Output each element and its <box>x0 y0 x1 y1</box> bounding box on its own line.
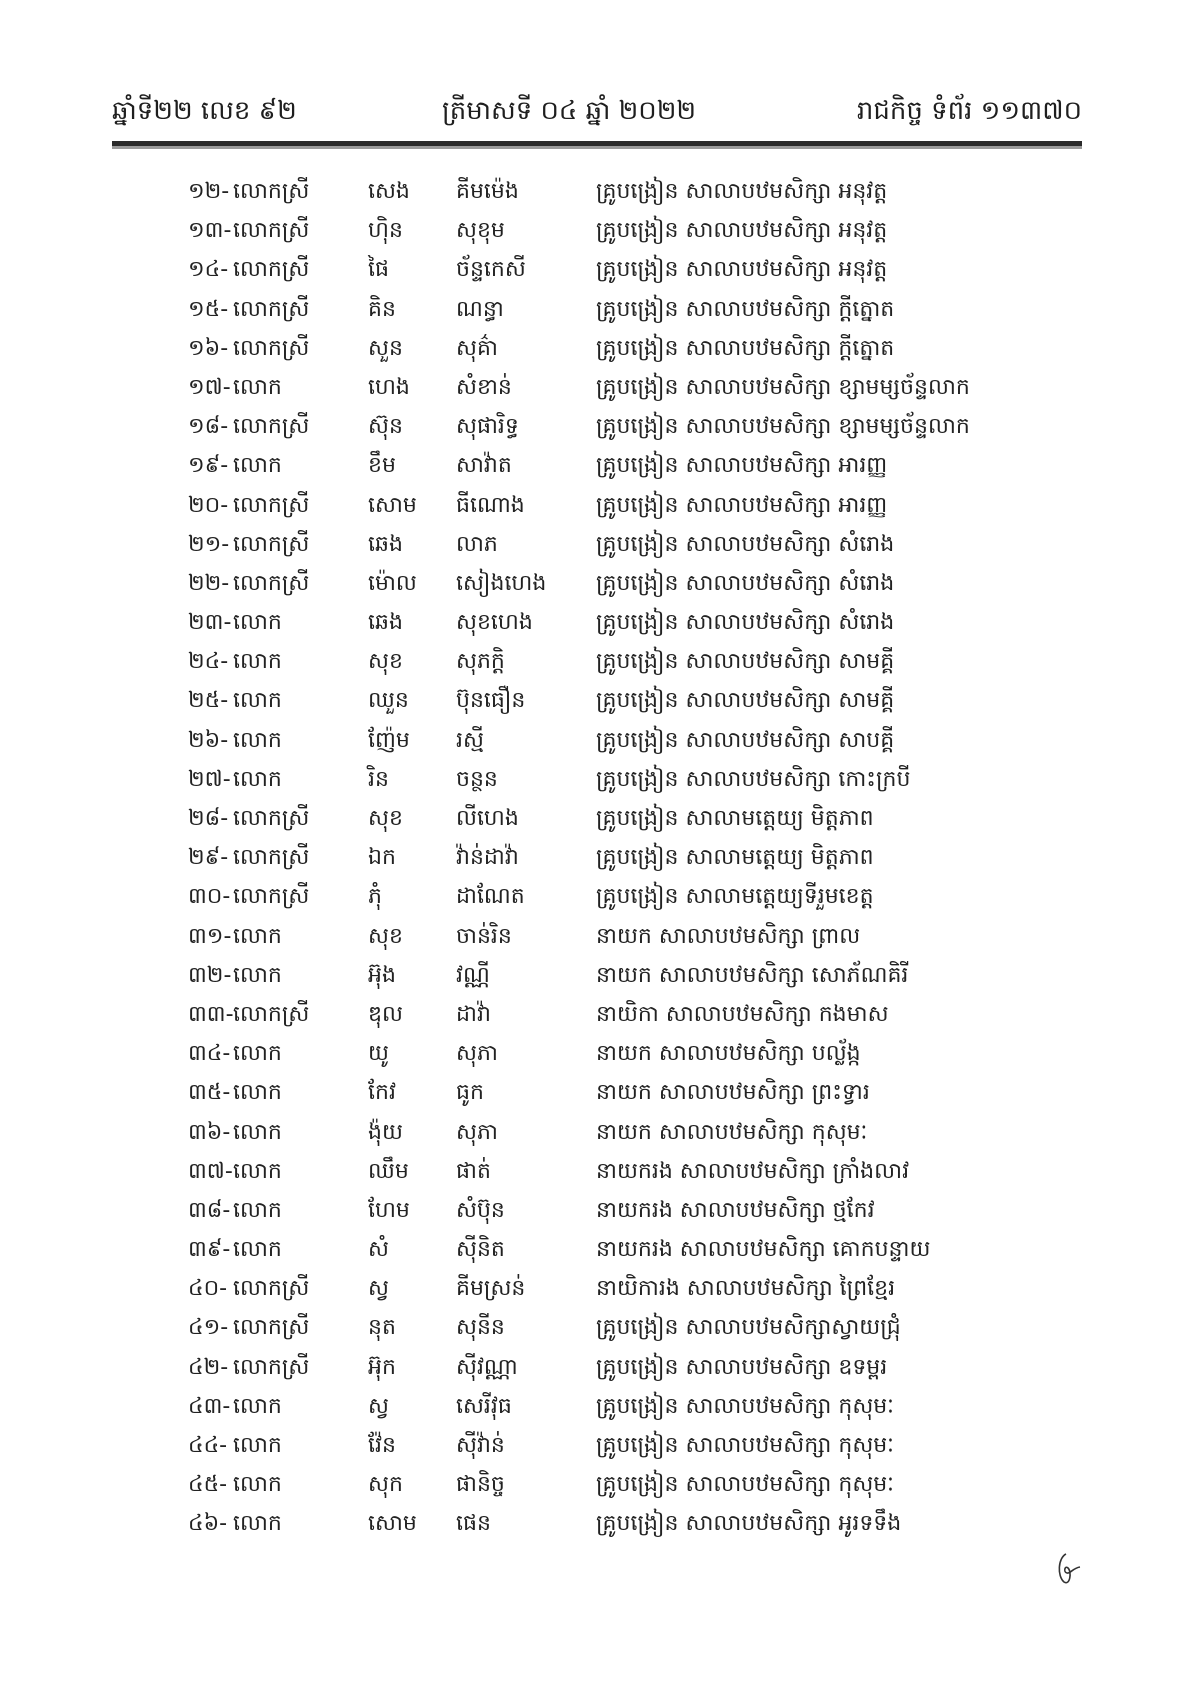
row-given: លីហេង <box>456 806 519 831</box>
row-num: ៤៥- <box>188 1472 228 1498</box>
row-given: សុខុម <box>456 218 505 244</box>
list-item <box>188 1308 1088 1347</box>
row-surname: ខឹម <box>368 453 396 479</box>
row-title: លោក <box>233 1119 282 1145</box>
header-quarter: ត្រីមាសទី ០៤ ឆ្នាំ ២០២២ <box>442 96 697 126</box>
list-item <box>188 1034 1088 1073</box>
row-title: លោក <box>233 1158 282 1184</box>
row-surname: ហែម <box>368 1197 410 1223</box>
header-issue: ឆ្នាំទី២២ លេខ ៩២ <box>112 96 297 126</box>
row-title: លោក <box>233 374 282 400</box>
row-position: គ្រូបង្រៀន សាលាបឋមសិក្សា អនុវត្ត <box>596 179 888 204</box>
row-num: ៣៦- <box>188 1119 231 1145</box>
row-given: សុភា <box>456 1041 498 1067</box>
header-rule-shadow <box>112 146 1082 149</box>
row-num: ១៩- <box>188 453 229 479</box>
list-item <box>188 1504 1088 1543</box>
header-page-number: រាជកិច្ច ទំព័រ ១១៣៧០ <box>856 96 1082 126</box>
list-item <box>188 877 1088 916</box>
row-position: នាយក សាលាបឋមសិក្សា ព្រាល <box>596 923 861 949</box>
row-surname: សំ <box>368 1237 389 1263</box>
row-position: គ្រូបង្រៀន សាលាបឋមសិក្សា កោះក្របី <box>596 766 911 792</box>
row-surname: សុខ <box>368 649 403 675</box>
row-title: លោក <box>233 1237 282 1263</box>
row-position: គ្រូបង្រៀន សាលាបឋមសិក្សា អារញ្ញ <box>596 492 888 518</box>
row-num: ៤០- <box>188 1276 228 1302</box>
row-num: ៣២- <box>188 962 232 988</box>
row-surname: ផៃ <box>368 257 389 283</box>
row-title: លោក <box>233 1080 282 1106</box>
row-num: ៣០- <box>188 884 231 910</box>
row-given: គីមស្រន់ <box>456 1276 526 1302</box>
row-title: លោកស្រី <box>233 335 310 361</box>
row-num: ១៧- <box>188 374 231 400</box>
row-position: នាយក សាលាបឋមសិក្សា កុសុមៈ <box>596 1119 868 1145</box>
row-given: សុនីន <box>456 1315 505 1341</box>
list-item <box>188 838 1088 877</box>
row-num: ៣៥- <box>188 1080 231 1106</box>
list-item <box>188 446 1088 485</box>
row-given: ផានិច្ច <box>456 1472 505 1498</box>
row-given: សុផារិទ្ធ <box>456 414 519 440</box>
list-item <box>188 1230 1088 1269</box>
row-position: គ្រូបង្រៀន សាលាបឋមសិក្សា សំរោង <box>596 531 895 557</box>
row-surname: ម៉ោល <box>368 570 417 596</box>
row-given: ធូក <box>456 1080 484 1106</box>
row-position: គ្រូបង្រៀន សាលាបឋមសិក្សា អនុវត្ត <box>596 257 888 283</box>
row-position: គ្រូបង្រៀន សាលាបឋមសិក្សា ក្តីត្នោត <box>596 296 895 322</box>
row-num: ៣៧- <box>188 1158 233 1184</box>
row-position: គ្រូបង្រៀន សាលាបឋមសិក្សា ឧទម្ពរ <box>596 1354 888 1380</box>
row-surname: កែវ <box>368 1080 396 1106</box>
row-title: លោកស្រី <box>233 179 310 204</box>
row-position: គ្រូបង្រៀន សាលាបឋមសិក្សា កុសុមៈ <box>596 1433 894 1458</box>
initial-signature-icon <box>1054 1548 1084 1588</box>
row-surname: ង៉ុយ <box>368 1119 403 1145</box>
row-num: ២៣- <box>188 610 232 636</box>
row-given: សុខហេង <box>456 610 533 636</box>
list-item <box>188 1191 1088 1230</box>
list-item <box>188 250 1088 289</box>
row-title: លោកស្រី <box>233 1001 310 1027</box>
row-position: គ្រូបង្រៀន សាលាបឋមសិក្សា ក្តីត្នោត <box>596 335 895 361</box>
list-item <box>188 1269 1088 1308</box>
row-surname: ស៊ុន <box>368 414 403 440</box>
row-position: នាយក សាលាបឋមសិក្សា បល្ល័ង្ក <box>596 1041 861 1067</box>
row-given: សេរីវុធ <box>456 1393 512 1419</box>
row-position: គ្រូបង្រៀន សាលាបឋមសិក្សា ខ្សាមម្សច័ន្ទលាក <box>596 414 970 440</box>
row-surname: អ៊ុក <box>368 1354 396 1380</box>
list-item <box>188 956 1088 995</box>
row-title: លោក <box>233 1041 282 1067</box>
row-given: ធីណោង <box>456 492 525 518</box>
row-num: ៤២- <box>188 1354 229 1380</box>
row-surname: ឆេង <box>368 610 403 636</box>
list-item <box>188 1387 1088 1426</box>
list-item <box>188 1348 1088 1387</box>
row-num: ២៦- <box>188 727 229 753</box>
page-header <box>112 88 1082 134</box>
row-given: ប៊ុនធឿន <box>456 688 526 714</box>
row-title: លោកស្រី <box>233 1276 310 1302</box>
row-title: លោកស្រី <box>233 570 310 596</box>
row-given: ចាន់រិន <box>456 923 512 949</box>
row-num: ២៨- <box>188 806 229 831</box>
row-surname: នុត <box>368 1315 396 1341</box>
row-surname: ហ៊ិន <box>368 218 403 244</box>
list-item <box>188 917 1088 956</box>
row-title: លោក <box>233 962 282 988</box>
row-title: លោកស្រី <box>233 531 310 557</box>
row-title: លោក <box>233 649 282 675</box>
row-position: គ្រូបង្រៀន សាលាបឋមសិក្សា អនុវត្ត <box>596 218 888 244</box>
list-item <box>188 1152 1088 1191</box>
row-given: វណ្ណី <box>456 962 490 988</box>
row-num: ២០- <box>188 492 229 518</box>
row-title: លោក <box>233 1511 282 1537</box>
row-surname: ភុំ <box>368 884 382 910</box>
row-title: លោកស្រី <box>233 1354 310 1380</box>
list-item <box>188 1426 1088 1465</box>
row-surname: គិន <box>368 296 396 322</box>
row-num: ១៨- <box>188 414 229 440</box>
personnel-list <box>188 172 1088 1544</box>
row-num: ២១- <box>188 531 230 557</box>
row-num: ២៤- <box>188 649 229 675</box>
row-given: សុភា <box>456 1119 498 1145</box>
row-position: គ្រូបង្រៀន សាលាបឋមសិក្សាស្វាយជ្រុំ <box>596 1315 901 1341</box>
list-item <box>188 407 1088 446</box>
list-item <box>188 760 1088 799</box>
list-item <box>188 290 1088 329</box>
row-num: ២៩- <box>188 845 229 871</box>
list-item <box>188 1465 1088 1504</box>
row-num: ៤១- <box>188 1315 229 1341</box>
row-surname: សុខ <box>368 923 403 949</box>
list-item <box>188 642 1088 681</box>
row-title: លោក <box>233 688 282 714</box>
row-given: ណន្ធា <box>456 296 504 322</box>
row-title: លោកស្រី <box>233 218 310 244</box>
row-given: ស៊ីវណ្ណា <box>456 1354 518 1380</box>
list-item <box>188 525 1088 564</box>
row-given: ផាត់ <box>456 1158 491 1184</box>
row-surname: ឯក <box>368 845 396 871</box>
list-item <box>188 1073 1088 1112</box>
row-num: ២៥- <box>188 688 229 714</box>
row-title: លោកស្រី <box>233 492 310 518</box>
row-position: គ្រូបង្រៀន សាលាបឋមសិក្សា សំរោង <box>596 610 895 636</box>
row-num: ៣៩- <box>188 1237 231 1263</box>
row-num: ៣៤- <box>188 1041 231 1067</box>
row-surname: ឆេង <box>368 531 403 557</box>
row-position: គ្រូបង្រៀន សាលាបឋមសិក្សា ខ្សាមម្សច័ន្ទលាក <box>596 374 970 400</box>
row-position: គ្រូបង្រៀន សាលាបឋមសិក្សា សាបគ្គី <box>596 727 895 753</box>
row-num: ១៣- <box>188 218 232 244</box>
row-surname: វ៉ែន <box>368 1433 396 1458</box>
row-position: គ្រូបង្រៀន សាលាបឋមសិក្សា អារញ្ញ <box>596 453 888 479</box>
row-num: ២២- <box>188 570 230 596</box>
row-num: ១៦- <box>188 335 229 361</box>
row-given: ស៊ីវ៉ាន់ <box>456 1433 505 1458</box>
row-num: ៣៨- <box>188 1197 231 1223</box>
list-item <box>188 1113 1088 1152</box>
row-position: គ្រូបង្រៀន សាលាមត្តេយ្យ មិត្តភាព <box>596 806 874 831</box>
row-surname: សុខ <box>368 806 403 831</box>
row-position: គ្រូបង្រៀន សាលាបឋមសិក្សា សាមគ្គី <box>596 649 895 675</box>
row-surname: អ៊ុង <box>368 962 396 988</box>
row-surname: សួន <box>368 335 403 361</box>
row-title: លោកស្រី <box>233 414 310 440</box>
row-surname: ហេង <box>368 374 410 400</box>
list-item <box>188 368 1088 407</box>
list-item <box>188 603 1088 642</box>
row-num: ១២- <box>188 179 230 204</box>
row-given: សៀងហេង <box>456 570 547 596</box>
row-given: សំខាន់ <box>456 374 512 400</box>
row-position: នាយក សាលាបឋមសិក្សា សោភ័ណគិរី <box>596 962 909 988</box>
row-given: សាវ៉ាត <box>456 453 512 479</box>
row-surname: ឈួន <box>368 688 409 714</box>
row-title: លោកស្រី <box>233 884 310 910</box>
row-given: សុភក្តិ <box>456 649 505 675</box>
row-surname: សោម <box>368 1511 417 1537</box>
row-position: នាយក សាលាបឋមសិក្សា ព្រះទ្វារ <box>596 1080 870 1106</box>
row-title: លោក <box>233 1472 282 1498</box>
row-given: ដាណែត <box>456 884 525 910</box>
row-num: ១៥- <box>188 296 229 322</box>
row-position: គ្រូបង្រៀន សាលាមត្តេយ្យ មិត្តភាព <box>596 845 874 871</box>
row-title: លោក <box>233 766 282 792</box>
row-surname: ឈឹម <box>368 1158 409 1184</box>
list-item <box>188 721 1088 760</box>
row-title: លោក <box>233 453 282 479</box>
row-given: គីមម៉េង <box>456 179 519 204</box>
list-item <box>188 564 1088 603</box>
row-surname: ស្វ <box>368 1276 389 1302</box>
row-position: នាយិការង សាលាបឋមសិក្សា ព្រៃខ្មែរ <box>596 1276 896 1302</box>
list-item <box>188 211 1088 250</box>
row-position: គ្រូបង្រៀន សាលាមត្តេយ្យទីរួមខេត្ត <box>596 884 874 910</box>
list-item <box>188 995 1088 1034</box>
row-num: ៣១- <box>188 923 232 949</box>
row-surname: សេង <box>368 179 410 204</box>
list-item <box>188 172 1088 211</box>
row-given: សុគ៌ា <box>456 335 498 361</box>
row-surname: រិន <box>368 766 389 792</box>
row-position: នាយិកា សាលាបឋមសិក្សា កងមាស <box>596 1001 889 1027</box>
row-title: លោក <box>233 610 282 636</box>
row-surname: សុក <box>368 1472 403 1498</box>
row-given: ចន្ថន <box>456 766 498 792</box>
row-position: នាយករង សាលាបឋមសិក្សា ក្រាំងលាវ <box>596 1158 910 1184</box>
row-given: រស្មី <box>456 727 484 753</box>
list-item <box>188 681 1088 720</box>
row-title: លោក <box>233 727 282 753</box>
row-num: ៤៤- <box>188 1433 228 1458</box>
list-item <box>188 486 1088 525</box>
row-given: ច័ន្ទកេសី <box>456 257 526 283</box>
row-position: គ្រូបង្រៀន សាលាបឋមសិក្សា កុសុមៈ <box>596 1393 894 1419</box>
row-title: លោកស្រី <box>233 806 310 831</box>
row-given: ដាវ៉ា <box>456 1001 491 1027</box>
row-num: ៤៦- <box>188 1511 228 1537</box>
row-position: គ្រូបង្រៀន សាលាបឋមសិក្សា សាមគ្គី <box>596 688 895 714</box>
row-position: គ្រូបង្រៀន សាលាបឋមសិក្សា សំរោង <box>596 570 895 596</box>
row-num: ២៧- <box>188 766 231 792</box>
row-title: លោកស្រី <box>233 296 310 322</box>
row-title: លោកស្រី <box>233 257 310 283</box>
row-title: លោកស្រី <box>233 1315 310 1341</box>
row-given: លាភ <box>456 531 498 557</box>
row-given: សំប៊ុន <box>456 1197 505 1223</box>
row-title: លោកស្រី <box>233 845 310 871</box>
row-surname: ញ៉ែម <box>368 727 410 753</box>
row-surname: ស្វ <box>368 1393 389 1419</box>
row-title: លោក <box>233 923 282 949</box>
row-surname: ឌុល <box>368 1001 403 1027</box>
row-num: ៣៣- <box>188 1001 234 1027</box>
row-given: ស៊ីនិត <box>456 1237 505 1263</box>
row-position: គ្រូបង្រៀន សាលាបឋមសិក្សា អូរទទឹង <box>596 1511 902 1537</box>
row-num: ១៤- <box>188 257 229 283</box>
row-title: លោក <box>233 1433 282 1458</box>
row-position: នាយករង សាលាបឋមសិក្សា គោកបន្ទាយ <box>596 1237 931 1263</box>
row-num: ៤៣- <box>188 1393 231 1419</box>
row-surname: យូ <box>368 1041 389 1067</box>
list-item <box>188 329 1088 368</box>
row-position: នាយករង សាលាបឋមសិក្សា ថ្មកែវ <box>596 1197 875 1223</box>
row-given: វ៉ាន់ដាវ៉ា <box>456 845 519 871</box>
row-position: គ្រូបង្រៀន សាលាបឋមសិក្សា កុសុមៈ <box>596 1472 894 1498</box>
row-title: លោក <box>233 1393 282 1419</box>
list-item <box>188 799 1088 838</box>
row-title: លោក <box>233 1197 282 1223</box>
row-given: ផេន <box>456 1511 491 1537</box>
row-surname: សោម <box>368 492 417 518</box>
